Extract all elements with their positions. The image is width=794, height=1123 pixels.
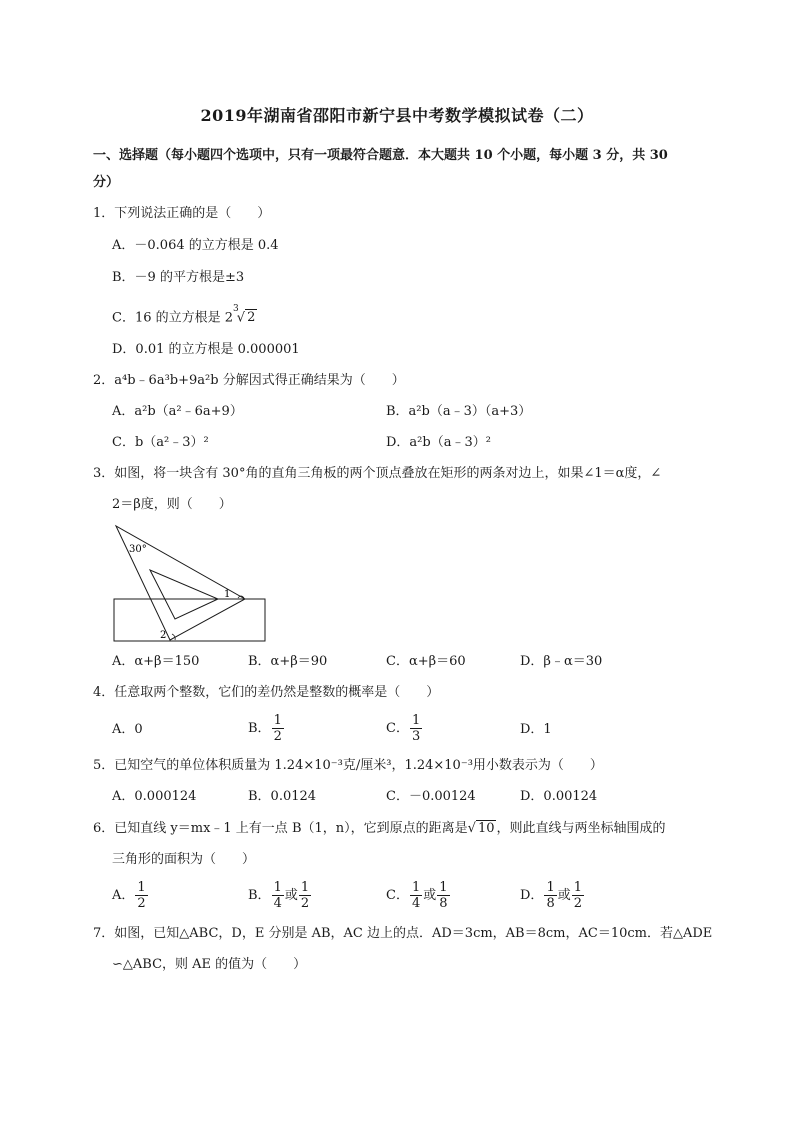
fraction-denominator: 8 [546,896,555,911]
q1-stem: 1．下列说法正确的是（ ） [93,206,271,221]
q1-option-d: D．0.01 的立方根是 0.000001 [112,342,300,357]
q6-option-b [248,880,312,911]
q4-option-b-letter: B． [248,721,271,736]
fraction-denominator: 4 [273,896,282,911]
q5-option-c: C．－0.00124 [386,789,476,804]
or-text: 或 [284,888,298,903]
fraction-numerator: 1 [439,880,448,895]
q6-stem-text-end: ，则此直线与两坐标轴围成的 [496,821,666,836]
q6-option-a-letter: A． [112,888,135,903]
fraction-numerator: 1 [411,880,421,895]
q4-option-a: A．0 [112,722,143,737]
q3-stem-line1: 3．如图，将一块含有 30°角的直角三角板的两个顶点叠放在矩形的两条对边上，如果∠1＝α度，∠ [93,466,662,481]
q6-option-d-letter: D． [520,888,544,903]
q3-option-b: B．α+β＝90 [248,654,328,669]
fraction [572,880,584,911]
fraction [410,713,422,744]
angle-2-label: 2 [160,630,167,641]
fraction [299,880,311,911]
fraction-numerator: 1 [411,713,421,728]
or-text: 或 [557,888,571,903]
q2-option-a: A．a²b（a²﹣6a+9） [112,404,243,419]
q3-option-c: C．α+β＝60 [386,654,466,669]
fraction [272,880,284,911]
fraction-denominator: 2 [137,896,146,911]
fraction-numerator: 1 [273,713,282,728]
square-root-radicand: 10 [477,821,495,836]
fraction [135,880,147,911]
section-header-line1: 一、选择题（每小题四个选项中，只有一项最符合题意．本大题共 10 个小题，每小题 3 分，共 30 [93,148,668,163]
q7-stem-line2: ∽△ABC，则 AE 的值为（ ） [112,957,307,972]
q2-option-b: B．a²b（a﹣3）（a+3） [386,404,532,419]
q6-option-b-letter: B． [248,888,271,903]
q4-stem: 4．任意取两个整数，它们的差仍然是整数的概率是（ ） [93,685,440,700]
square-root: √ 10 [467,821,495,836]
fraction-denominator: 2 [273,729,282,744]
q2-option-d: D．a²b（a﹣3）² [386,435,491,450]
q7-stem-line1: 7．如图，已知△ABC，D，E 分别是 AB，AC 边上的点．AD＝3cm，AB＝8cm，AC＝10cm．若△ADE [93,926,713,941]
q1-option-a: A．－0.064 的立方根是 0.4 [112,238,279,253]
fraction [437,880,449,911]
rectangle-shape [114,599,265,641]
q3-stem-line2: 2＝β度，则（ ） [112,497,232,512]
fraction-numerator: 1 [273,880,282,895]
fraction [272,713,284,744]
page-title: 2019年湖南省邵阳市新宁县中考数学模拟试卷（二） [200,106,594,125]
fraction-numerator: 1 [546,880,555,895]
q5-option-b: B．0.0124 [248,789,317,804]
fraction-denominator: 3 [411,729,421,744]
fraction-denominator: 2 [573,896,583,911]
cube-root: $^3$√ 2 [233,304,256,326]
fraction-denominator: 4 [411,896,421,911]
q6-option-c [386,880,451,911]
q3-figure [112,522,272,647]
q5-option-d: D．0.00124 [520,789,598,804]
section-header-line2: 分） [93,175,120,190]
cube-root-radicand: 2 [247,310,256,326]
or-text: 或 [423,888,437,903]
q4-option-c-letter: C． [386,721,409,736]
fraction [544,880,556,911]
fraction-numerator: 1 [300,880,310,895]
q3-option-a: A．α+β＝150 [112,654,200,669]
fraction-numerator: 1 [137,880,146,895]
angle-30-label: 30° [129,544,147,555]
q1-option-b: B．－9 的平方根是±3 [112,270,245,285]
set-square-inner [150,570,218,619]
fraction [410,880,422,911]
q6-stem-line2: 三角形的面积为（ ） [112,852,256,867]
q2-option-c: C．b（a²﹣3）² [112,435,209,450]
q1-option-c [112,305,257,327]
q1-option-c-text: C．16 的立方根是 2 [112,310,234,326]
q4-option-b [248,713,285,744]
q6-option-a [112,880,149,911]
cube-root-index: 3 [233,304,239,314]
q5-option-a: A．0.000124 [112,789,197,804]
angle-1-label: 1 [224,589,231,600]
q6-option-d [520,880,585,911]
fraction-denominator: 8 [439,896,448,911]
q6-stem-line1 [93,820,666,838]
q5-stem: 5．已知空气的单位体积质量为 1.24×10⁻³克/厘米³，1.24×10⁻³用小数表示为（ ） [93,758,603,773]
q6-stem-text: 6．已知直线 y＝mx﹣1 上有一点 B（1，n），它到原点的距离是 [93,821,468,836]
fraction-denominator: 2 [300,896,310,911]
q6-option-c-letter: C． [386,888,409,903]
q2-stem: 2．a⁴b﹣6a³b+9a²b 分解因式得正确结果为（ ） [93,373,405,388]
q4-option-c [386,713,423,744]
q3-option-d: D．β﹣α＝30 [520,654,603,669]
fraction-numerator: 1 [573,880,583,895]
q4-option-d: D．1 [520,722,552,737]
